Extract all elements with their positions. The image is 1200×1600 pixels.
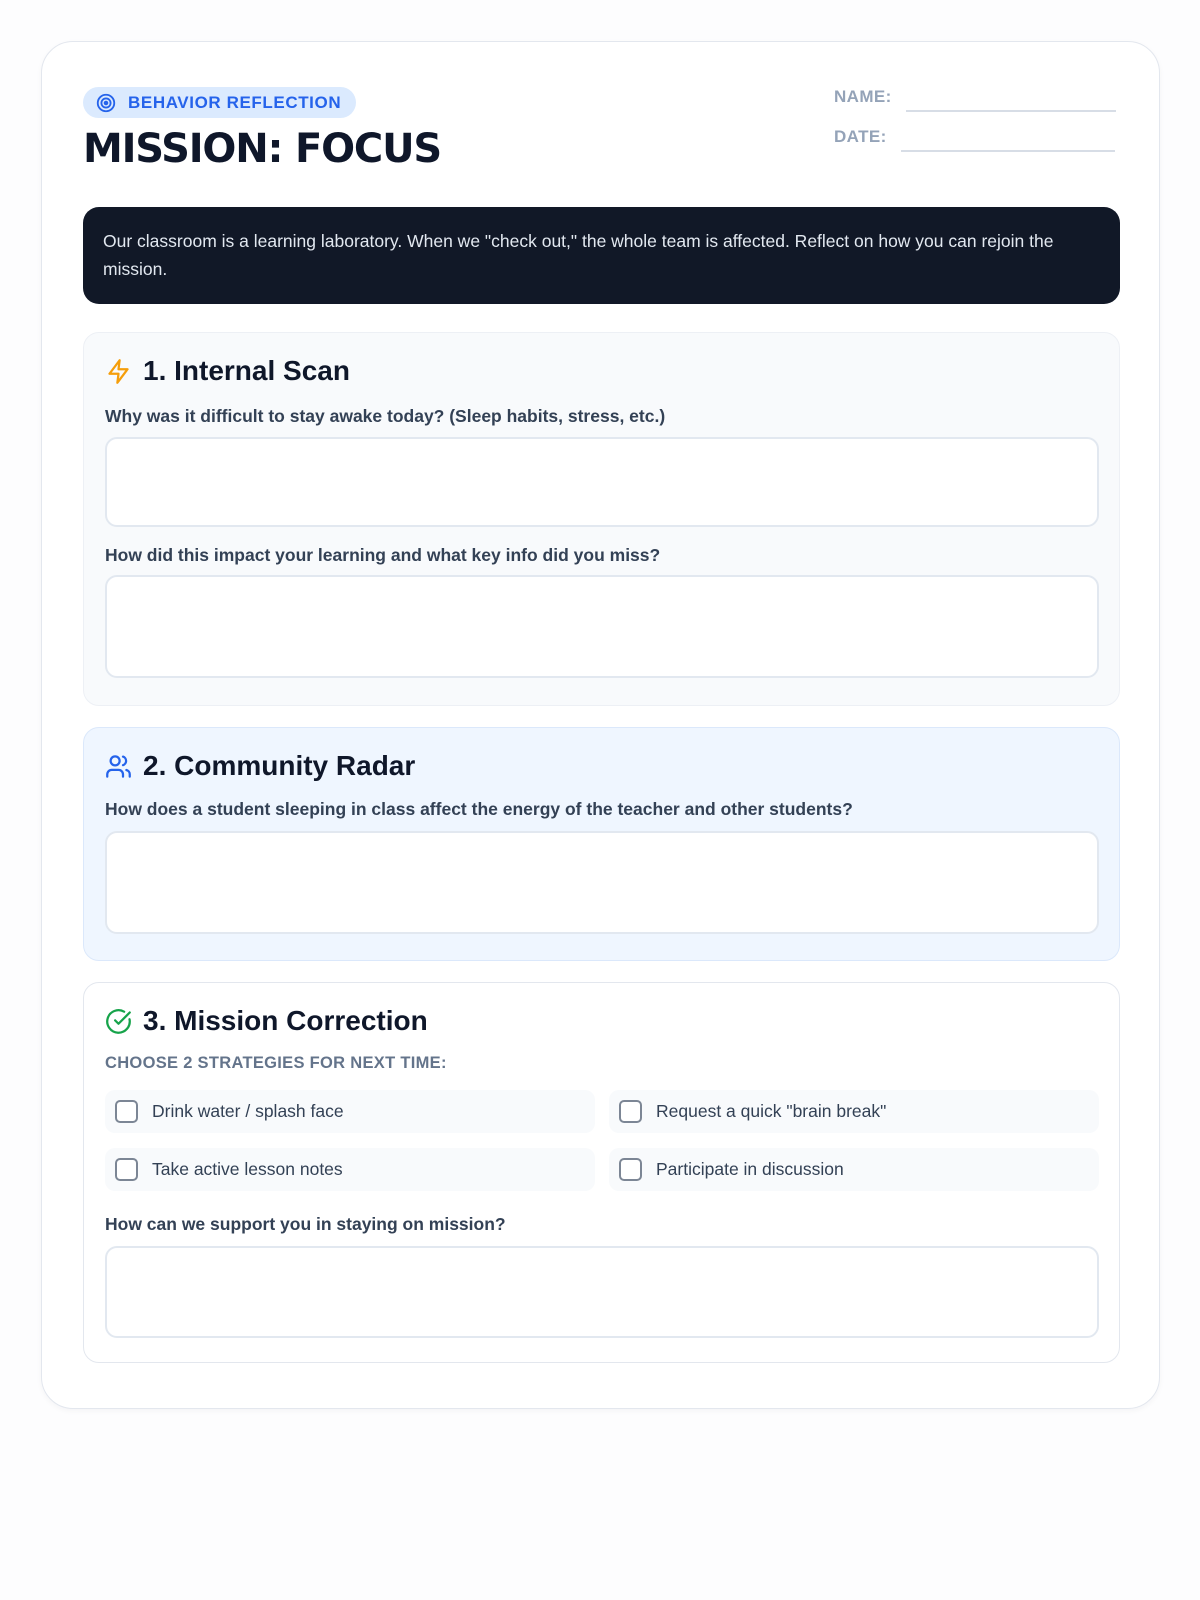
community-impact-answer[interactable] — [105, 831, 1099, 934]
users-icon — [105, 753, 132, 780]
strategy-label: Request a quick "brain break" — [656, 1101, 887, 1121]
intro-banner — [83, 207, 1120, 304]
strategy-checkbox[interactable] — [619, 1158, 642, 1181]
name-line[interactable] — [906, 110, 1116, 112]
strategy-option[interactable] — [609, 1090, 1099, 1133]
strategy-checkbox[interactable] — [115, 1158, 138, 1181]
strategy-checkbox[interactable] — [115, 1100, 138, 1123]
lightning-icon — [105, 358, 132, 385]
strategy-option[interactable] — [105, 1148, 595, 1191]
strategy-label: Take active lesson notes — [152, 1159, 343, 1179]
date-field — [834, 126, 1115, 148]
section-community-radar — [83, 727, 1120, 961]
section-internal-scan — [83, 332, 1120, 706]
strategy-checkbox[interactable] — [619, 1100, 642, 1123]
category-badge — [83, 87, 356, 118]
date-line[interactable] — [901, 150, 1115, 152]
strategy-label: Drink water / splash face — [152, 1101, 344, 1121]
page-title: MISSION: FOCUS — [83, 126, 441, 172]
intro-text: Our classroom is a learning laboratory. When we "check out," the whole team is affected. Reflect on how you can rejoin the mission. — [103, 231, 1054, 279]
support-answer[interactable] — [105, 1246, 1099, 1338]
name-label: NAME: — [834, 87, 892, 106]
name-field — [834, 86, 1116, 108]
question-label: Why was it difficult to stay awake today? (Sleep habits, stress, etc.) — [105, 406, 666, 426]
question-label: How did this impact your learning and what key info did you miss? — [105, 545, 661, 565]
learning-impact-answer[interactable] — [105, 575, 1099, 678]
section-header — [105, 355, 350, 387]
section-header — [105, 1005, 428, 1037]
strategy-option[interactable] — [609, 1148, 1099, 1191]
strategy-option[interactable] — [105, 1090, 595, 1133]
section-mission-correction — [83, 982, 1120, 1363]
section-title: 3. Mission Correction — [143, 1005, 428, 1036]
section-title: 2. Community Radar — [143, 750, 416, 781]
section-title: 1. Internal Scan — [143, 355, 350, 386]
target-icon — [95, 92, 117, 114]
section-header — [105, 750, 415, 782]
question-label: How can we support you in staying on mission? — [105, 1214, 506, 1234]
question-label: How does a student sleeping in class affect the energy of the teacher and other students? — [105, 799, 853, 819]
strategies-label: CHOOSE 2 STRATEGIES FOR NEXT TIME: — [105, 1054, 447, 1072]
badge-label: BEHAVIOR REFLECTION — [128, 92, 342, 112]
sleep-reason-answer[interactable] — [105, 437, 1099, 527]
worksheet-card — [41, 41, 1160, 1409]
strategy-label: Participate in discussion — [656, 1159, 844, 1179]
date-label: DATE: — [834, 127, 887, 146]
check-circle-icon — [105, 1008, 132, 1035]
